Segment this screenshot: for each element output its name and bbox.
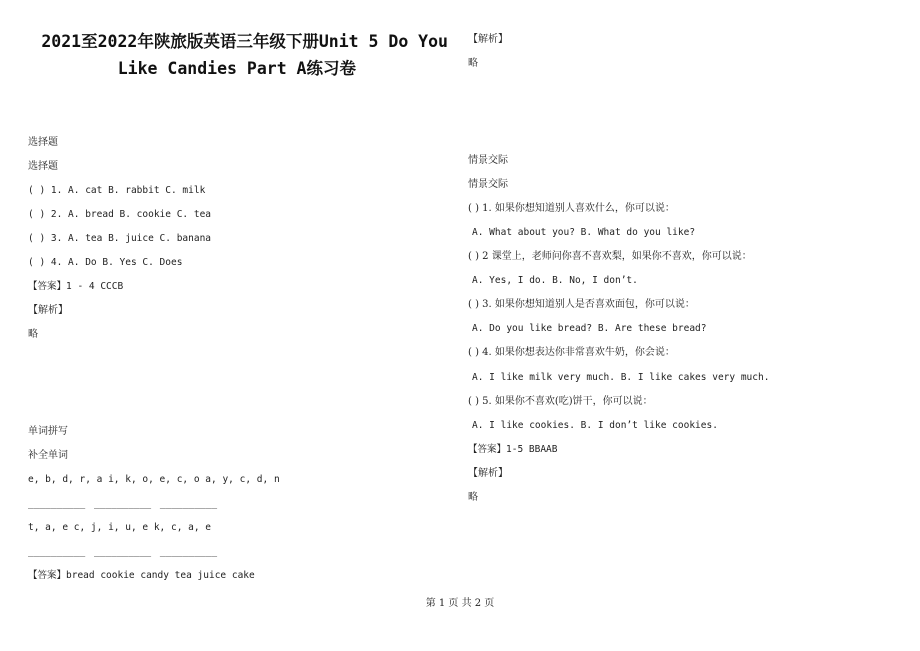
section-header-spelling: 单词拼写	[28, 426, 68, 437]
answer-dialogue: 【答案】1-5 BBAAB	[468, 444, 558, 455]
blanks-row-2	[28, 545, 220, 559]
answer-choice: 【答案】1 - 4 CCCB	[28, 281, 124, 292]
question-4: ( ) 4. A. Do B. Yes C. Does	[28, 257, 183, 268]
letters-row-1: e, b, d, r, a i, k, o, e, c, o a, y, c, d, n	[28, 474, 280, 485]
blank: __________	[28, 546, 86, 557]
dialogue-options-5: A. I like cookies. B. I don’t like cookies.	[472, 420, 718, 431]
blank: __________	[159, 498, 218, 509]
blank: __________	[28, 498, 86, 509]
section-header-choice: 选择题	[28, 137, 58, 148]
analysis-text-top: 略	[468, 58, 478, 69]
page-footer: 第 1 页 共 2 页	[425, 598, 495, 609]
blank: __________	[159, 546, 218, 557]
letters-row-2: t, a, e c, j, i, u, e k, c, a, e	[28, 522, 212, 533]
section-subheader-spelling: 补全单词	[28, 450, 68, 461]
blank: __________	[93, 498, 152, 509]
question-1: ( ) 1. A. cat B. rabbit C. milk	[28, 185, 206, 196]
answer-spelling: 【答案】bread cookie candy tea juice cake	[28, 570, 255, 581]
dialogue-question-3: ( ) 3. 如果你想知道别人是否喜欢面包，你可以说：	[468, 299, 695, 310]
analysis-label: 【解析】	[28, 305, 68, 316]
analysis-label-dialogue: 【解析】	[468, 468, 508, 479]
question-2: ( ) 2. A. bread B. cookie C. tea	[28, 209, 212, 220]
dialogue-options-4: A. I like milk very much. B. I like cakes very much.	[472, 372, 770, 383]
analysis-text: 略	[28, 329, 38, 340]
title-line-1: 2021至2022年陕旅版英语三年级下册Unit 5 Do You	[41, 32, 448, 51]
question-3: ( ) 3. A. tea B. juice C. banana	[28, 233, 212, 244]
blanks-row-1	[28, 497, 220, 511]
dialogue-question-1: ( ) 1. 如果你想知道别人喜欢什么，你可以说：	[468, 203, 675, 214]
section-subheader-dialogue: 情景交际	[468, 179, 508, 190]
dialogue-question-5: ( ) 5. 如果你不喜欢(吃)饼干，你可以说：	[468, 396, 653, 407]
document-title	[28, 28, 448, 82]
dialogue-options-2: A. Yes, I do. B. No, I don’t.	[472, 275, 638, 286]
analysis-text-dialogue: 略	[468, 492, 478, 503]
section-subheader-choice: 选择题	[28, 161, 58, 172]
blank: __________	[93, 546, 152, 557]
title-line-2: Like Candies Part A练习卷	[117, 59, 356, 78]
dialogue-question-2: ( ) 2 课堂上，老师问你喜不喜欢梨，如果你不喜欢，你可以说：	[468, 251, 752, 262]
section-header-dialogue: 情景交际	[468, 155, 508, 166]
dialogue-options-1: A. What about you? B. What do you like?	[472, 227, 696, 238]
analysis-label-top: 【解析】	[468, 34, 508, 45]
dialogue-options-3: A. Do you like bread? B. Are these bread?	[472, 323, 707, 334]
dialogue-question-4: ( ) 4. 如果你想表达你非常喜欢牛奶，你会说：	[468, 347, 675, 358]
